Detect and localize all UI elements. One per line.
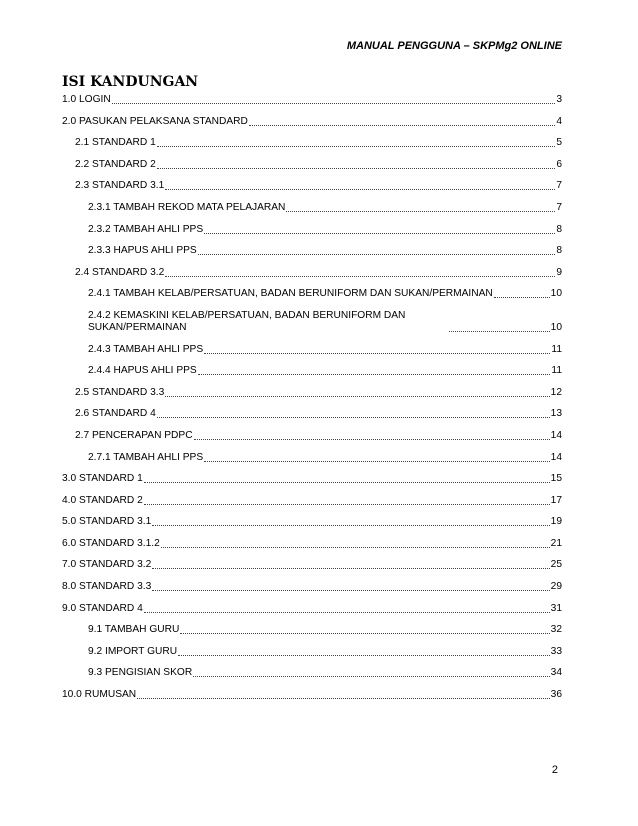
- toc-entry-text: 4.0 STANDARD 2: [62, 494, 143, 506]
- toc-entry-text: 10.0 RUMUSAN: [62, 689, 137, 701]
- toc-entry-page: 9: [556, 266, 562, 278]
- toc-entry-page: 34: [550, 667, 562, 679]
- toc-entry[interactable]: [62, 137, 562, 149]
- dot-leader: [180, 633, 549, 634]
- toc-entry[interactable]: [62, 94, 562, 106]
- dot-leader: [198, 374, 551, 375]
- toc-entry-page: 8: [556, 245, 562, 257]
- toc-entry[interactable]: [62, 159, 562, 171]
- toc-entry[interactable]: [62, 559, 562, 571]
- toc-entry-text: 9.1 TAMBAH GURU: [88, 624, 180, 636]
- dot-leader: [286, 211, 555, 212]
- toc-entry[interactable]: [62, 646, 562, 658]
- dot-leader: [449, 331, 550, 332]
- toc-entry-page: 19: [550, 516, 562, 528]
- dot-leader: [144, 482, 550, 483]
- toc-entry-text: 2.0 PASUKAN PELAKSANA STANDARD: [62, 115, 248, 127]
- toc-entry-page: 14: [550, 451, 562, 463]
- toc-entry-text: 2.7.1 TAMBAH AHLI PPS: [88, 451, 204, 463]
- toc-entry-text: 2.5 STANDARD 3.3: [75, 386, 165, 398]
- dot-leader: [144, 504, 550, 505]
- toc-entry-text: 9.0 STANDARD 4: [62, 602, 143, 614]
- toc-entry-page: 3: [556, 94, 562, 105]
- toc-entry-text: 2.3 STANDARD 3.1: [75, 180, 165, 192]
- toc-entry-page: 7: [556, 201, 562, 213]
- dot-leader: [161, 547, 550, 548]
- toc-entry-text: 2.2 STANDARD 2: [75, 158, 156, 170]
- toc-entry[interactable]: [62, 365, 562, 377]
- toc-entry-page: 14: [550, 429, 562, 441]
- dot-leader: [193, 676, 549, 677]
- toc-entry-text: 2.7 PENCERAPAN PDPC: [75, 429, 193, 441]
- toc-entry-text: 2.1 STANDARD 1: [75, 137, 156, 149]
- dot-leader: [152, 568, 549, 569]
- toc-entry-page: 11: [551, 365, 562, 377]
- toc-entry[interactable]: [62, 180, 562, 192]
- toc-entry[interactable]: [62, 538, 562, 550]
- toc-entry-page: 6: [556, 158, 562, 170]
- page-header: MANUAL PENGGUNA – SKPMg2 ONLINE: [346, 40, 562, 52]
- toc-entry[interactable]: [62, 387, 562, 399]
- toc-entry-page: 10: [550, 321, 562, 333]
- toc-entry[interactable]: [62, 452, 562, 464]
- toc-entry[interactable]: [62, 495, 562, 507]
- page-number: 2: [551, 764, 558, 776]
- dot-leader: [165, 276, 555, 277]
- dot-leader: [198, 254, 556, 255]
- toc-entry-page: 11: [551, 343, 562, 355]
- toc-entry-page: 21: [550, 537, 562, 549]
- toc-entry-text: 5.0 STANDARD 3.1: [62, 516, 152, 528]
- toc-entry-text: 8.0 STANDARD 3.3: [62, 581, 152, 593]
- dot-leader: [204, 353, 550, 354]
- toc-entry[interactable]: [62, 624, 562, 636]
- toc-entry-page: 8: [556, 223, 562, 235]
- toc-title: ISI KANDUNGAN: [62, 74, 199, 90]
- toc-entry-text: 2.4.2 KEMASKINI KELAB/PERSATUAN, BADAN BERUNIFORM DAN SUKAN/PERMAINAN: [88, 309, 406, 333]
- toc-entry-text: 2.4 STANDARD 3.2: [75, 266, 165, 278]
- dot-leader: [165, 189, 555, 190]
- toc-entry-page: 17: [550, 494, 562, 506]
- toc-entry-text: 7.0 STANDARD 3.2: [62, 559, 152, 571]
- dot-leader: [157, 168, 556, 169]
- toc-entry-text: 3.0 STANDARD 1: [62, 473, 143, 485]
- toc-entry-page: 36: [550, 689, 562, 701]
- toc-entry-text: 2.3.3 HAPUS AHLI PPS: [88, 245, 197, 257]
- dot-leader: [157, 417, 550, 418]
- dot-leader: [137, 698, 549, 699]
- toc-entry-text: 1.0 LOGIN: [62, 94, 111, 105]
- toc-entry[interactable]: [62, 581, 562, 593]
- table-of-contents: [62, 94, 562, 711]
- dot-leader: [112, 103, 556, 104]
- toc-entry-page: 33: [550, 645, 562, 657]
- toc-entry[interactable]: [62, 310, 562, 334]
- toc-entry-page: 32: [550, 624, 562, 636]
- toc-entry-page: 7: [556, 180, 562, 192]
- dot-leader: [152, 525, 549, 526]
- toc-entry[interactable]: [62, 689, 562, 701]
- toc-entry[interactable]: [62, 430, 562, 442]
- dot-leader: [165, 396, 549, 397]
- toc-entry-page: 31: [550, 602, 562, 614]
- toc-entry-text: 2.4.4 HAPUS AHLI PPS: [88, 365, 197, 377]
- toc-entry-page: 15: [550, 473, 562, 485]
- toc-entry[interactable]: [62, 408, 562, 420]
- dot-leader: [194, 439, 550, 440]
- toc-entry-page: 13: [550, 408, 562, 420]
- toc-entry[interactable]: [62, 224, 562, 236]
- toc-entry[interactable]: [62, 473, 562, 485]
- toc-entry-text: 6.0 STANDARD 3.1.2: [62, 537, 160, 549]
- toc-entry-text: 9.3 PENGISIAN SKOR: [88, 667, 193, 679]
- toc-entry-text: 2.3.1 TAMBAH REKOD MATA PELAJARAN: [88, 201, 286, 213]
- toc-entry-page: 10: [550, 288, 562, 300]
- toc-entry[interactable]: [62, 516, 562, 528]
- dot-leader: [204, 233, 555, 234]
- toc-entry-text: 2.4.3 TAMBAH AHLI PPS: [88, 343, 204, 355]
- dot-leader: [249, 125, 555, 126]
- dot-leader: [178, 655, 550, 656]
- toc-entry-text: 2.3.2 TAMBAH AHLI PPS: [88, 223, 204, 235]
- dot-leader: [157, 146, 556, 147]
- toc-entry-text: 2.4.1 TAMBAH KELAB/PERSATUAN, BADAN BERUNIFORM DAN SUKAN/PERMAINAN: [88, 288, 493, 300]
- dot-leader: [494, 297, 550, 298]
- toc-entry-page: 4: [556, 115, 562, 127]
- dot-leader: [144, 612, 550, 613]
- toc-entry[interactable]: [62, 344, 562, 356]
- toc-entry[interactable]: [62, 667, 562, 679]
- toc-entry[interactable]: [62, 267, 562, 279]
- toc-entry-page: 29: [550, 581, 562, 593]
- toc-entry-page: 12: [550, 386, 562, 398]
- toc-entry-page: 25: [550, 559, 562, 571]
- toc-entry[interactable]: [62, 288, 562, 300]
- toc-entry-text: 2.6 STANDARD 4: [75, 408, 156, 420]
- toc-entry[interactable]: [62, 603, 562, 615]
- toc-entry-text: 9.2 IMPORT GURU: [88, 645, 178, 657]
- toc-entry[interactable]: [62, 116, 562, 128]
- dot-leader: [152, 590, 549, 591]
- dot-leader: [204, 461, 550, 462]
- toc-entry-page: 5: [556, 137, 562, 149]
- toc-entry[interactable]: [62, 202, 562, 214]
- toc-entry[interactable]: [62, 245, 562, 257]
